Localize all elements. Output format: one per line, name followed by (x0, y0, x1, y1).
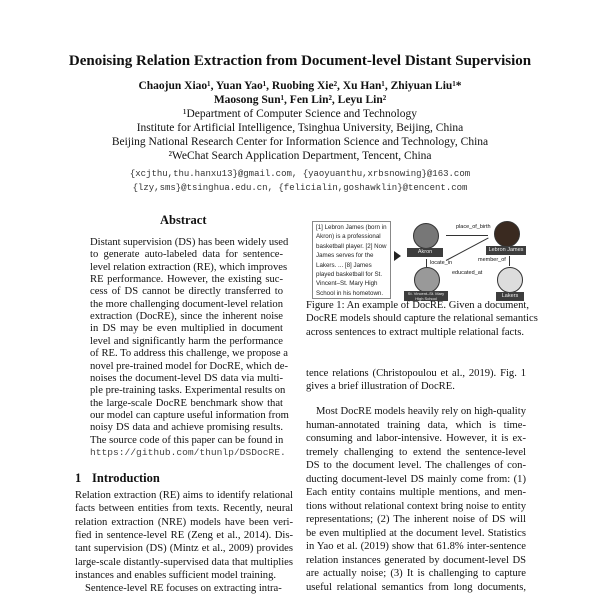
text-line: gives a brief illustration of DocRE. (306, 381, 455, 392)
text-line: fied in sentence-level RE (Zeng et al., 2014). Dis- (75, 529, 293, 541)
text-line: instances and enables sufficient model training. (75, 569, 277, 581)
relation-member-of: member_of (478, 257, 506, 263)
text-line: tant supervision (DS) (Mintz et al., 2009) provides (75, 543, 293, 555)
entity-lakers: Lakers (496, 292, 524, 301)
text-line: RE performance. However, the existing suc- (90, 274, 283, 286)
text-line: relation instances generated by document-level DS (306, 554, 526, 566)
text-line: Sentence-level RE focuses on extracting intra- (85, 583, 282, 595)
emails-line-2: {lzy,sms}@tsinghua.edu.cn, {felicialin,goshawklin}@tencent.com (132, 183, 468, 193)
intro-heading: Introduction (92, 471, 160, 485)
relation-place-of-birth: place_of_birth (456, 224, 491, 230)
text-line: are actually noise; (3) It is challenging to capture (306, 568, 526, 579)
school-node (414, 267, 440, 293)
text-line: Relation extraction (RE) aims to identify relational (75, 490, 293, 501)
text-line: ple pre-training tasks. Experimental results on (90, 385, 286, 397)
abstract-heading: Abstract (160, 213, 207, 227)
affiliation-4: ²WeChat Search Application Department, Tencent, China (168, 150, 432, 162)
text-line: human-annotated training data, which is time- (306, 419, 526, 431)
paper-title: Denoising Relation Extraction from Document-level Distant Supervision (68, 53, 532, 69)
intro-heading-number: 1 (75, 471, 82, 485)
text-line: to generate auto-labeled data for sentence- (90, 249, 283, 261)
edge-line (509, 256, 510, 266)
figure-1 (306, 215, 528, 301)
text-line: level and significantly harm the performance (90, 335, 283, 347)
text-line: representations; (2) The inherent noise of DS will (306, 514, 526, 525)
source-code-link[interactable]: https://github.com/thunlp/DSDocRE. (90, 447, 286, 458)
text-line: ducting document-level DS mainly come from: (1) (306, 473, 526, 485)
text-line: the more challenging document-level relation (90, 298, 283, 310)
text-line: the large-scale DocRE benchmark show that (90, 397, 283, 409)
text-line: relation extraction (NRE) models have been veri- (75, 516, 293, 528)
document-box: [1] Lebron James (born in Akron) is a professional basketball player. [2] Now James serves for the Lakers. ... [8] James played basketball for St. Vincent–St. Mary High School in his hometown. (312, 221, 391, 299)
text-line: tions without relational context bring noise to entity (306, 500, 526, 512)
entity-school: St. Vincent–St. Mary High School (404, 291, 448, 301)
text-line: novel pre-trained model for DocRE, which de- (90, 360, 288, 372)
text-line: tremely challenging to extend the sentence-level (306, 446, 526, 458)
akron-node (413, 223, 439, 249)
text-line: large-scale distantly-supervised data that multiplies (75, 556, 293, 568)
text-line: of RE. To address this challenge, we propose a (90, 348, 288, 360)
text-line: useful relational semantics from long documents, (306, 581, 526, 593)
emails-line-1: {xcjthu,thu.hanxu13}@gmail.com, {yaoyuanthu,xrbsnowing}@163.com (129, 169, 471, 179)
text-line: consuming and labor-intensive. However, it is ex- (306, 433, 526, 444)
text-line: be even multiplied at the document level. Statistics (306, 527, 526, 539)
edge-line (446, 235, 488, 236)
entity-lebron: Lebron James (486, 246, 526, 255)
arrow-icon (394, 251, 401, 261)
text-line: Distant supervision (DS) has been widely used (90, 237, 289, 248)
text-line: DS to the document level. The challenges of con- (306, 460, 526, 471)
entity-akron: Akron (407, 248, 443, 257)
relation-locate-in: locate_in (430, 260, 453, 266)
text-line: tence relations (Christopoulou et al., 2019). Fig. 1 (306, 368, 526, 379)
text-line: across sentences to extract multiple relational facts. (306, 326, 524, 338)
authors-line-1: Chaojun Xiao¹, Yuan Yao¹, Ruobing Xie², Xu Han¹, Zhiyuan Liu¹* (138, 80, 462, 92)
affiliation-1: ¹Department of Computer Science and Technology (183, 108, 417, 120)
text-line: our model can capture useful information from (90, 409, 289, 421)
lebron-node (494, 221, 520, 247)
relation-educated-at: educated_at (452, 270, 483, 276)
authors-line-2: Maosong Sun¹, Fen Lin², Leyu Lin² (213, 94, 387, 106)
text-line: noisy DS data and achieve promising results. (90, 422, 283, 434)
text-line: extraction (DocRE), since the inherent noise (90, 311, 283, 323)
affiliation-2: Institute for Artificial Intelligence, Tsinghua University, Beijing, China (136, 122, 464, 134)
text-line: level relation extraction (RE), which improves (90, 261, 288, 273)
text-line: in Yao et al. (2019) show that 61.8% inter-sentence (306, 541, 526, 552)
text-line: Most DocRE models heavily rely on high-quality (316, 406, 526, 417)
text-line: Each entity contains multiple mentions, and men- (306, 487, 526, 498)
text-line: Figure 1: An example of DocRE. Given a document, (306, 300, 530, 311)
text-line: DocRE models should capture the relational semantics (306, 313, 538, 325)
lakers-node (497, 267, 523, 293)
text-line: noises the document-level DS data via multi- (90, 372, 283, 384)
edge-line (426, 259, 427, 267)
text-line: The source code of this paper can be found in (90, 434, 284, 446)
text-line: cess of DS cannot be directly transferred to (90, 286, 283, 298)
text-line: in DS may be even multiplied in document (90, 323, 283, 335)
text-line: facts between entities from texts. Recently, neural (75, 503, 293, 515)
affiliation-3: Beijing National Research Center for Information Science and Technology, China (111, 136, 489, 148)
